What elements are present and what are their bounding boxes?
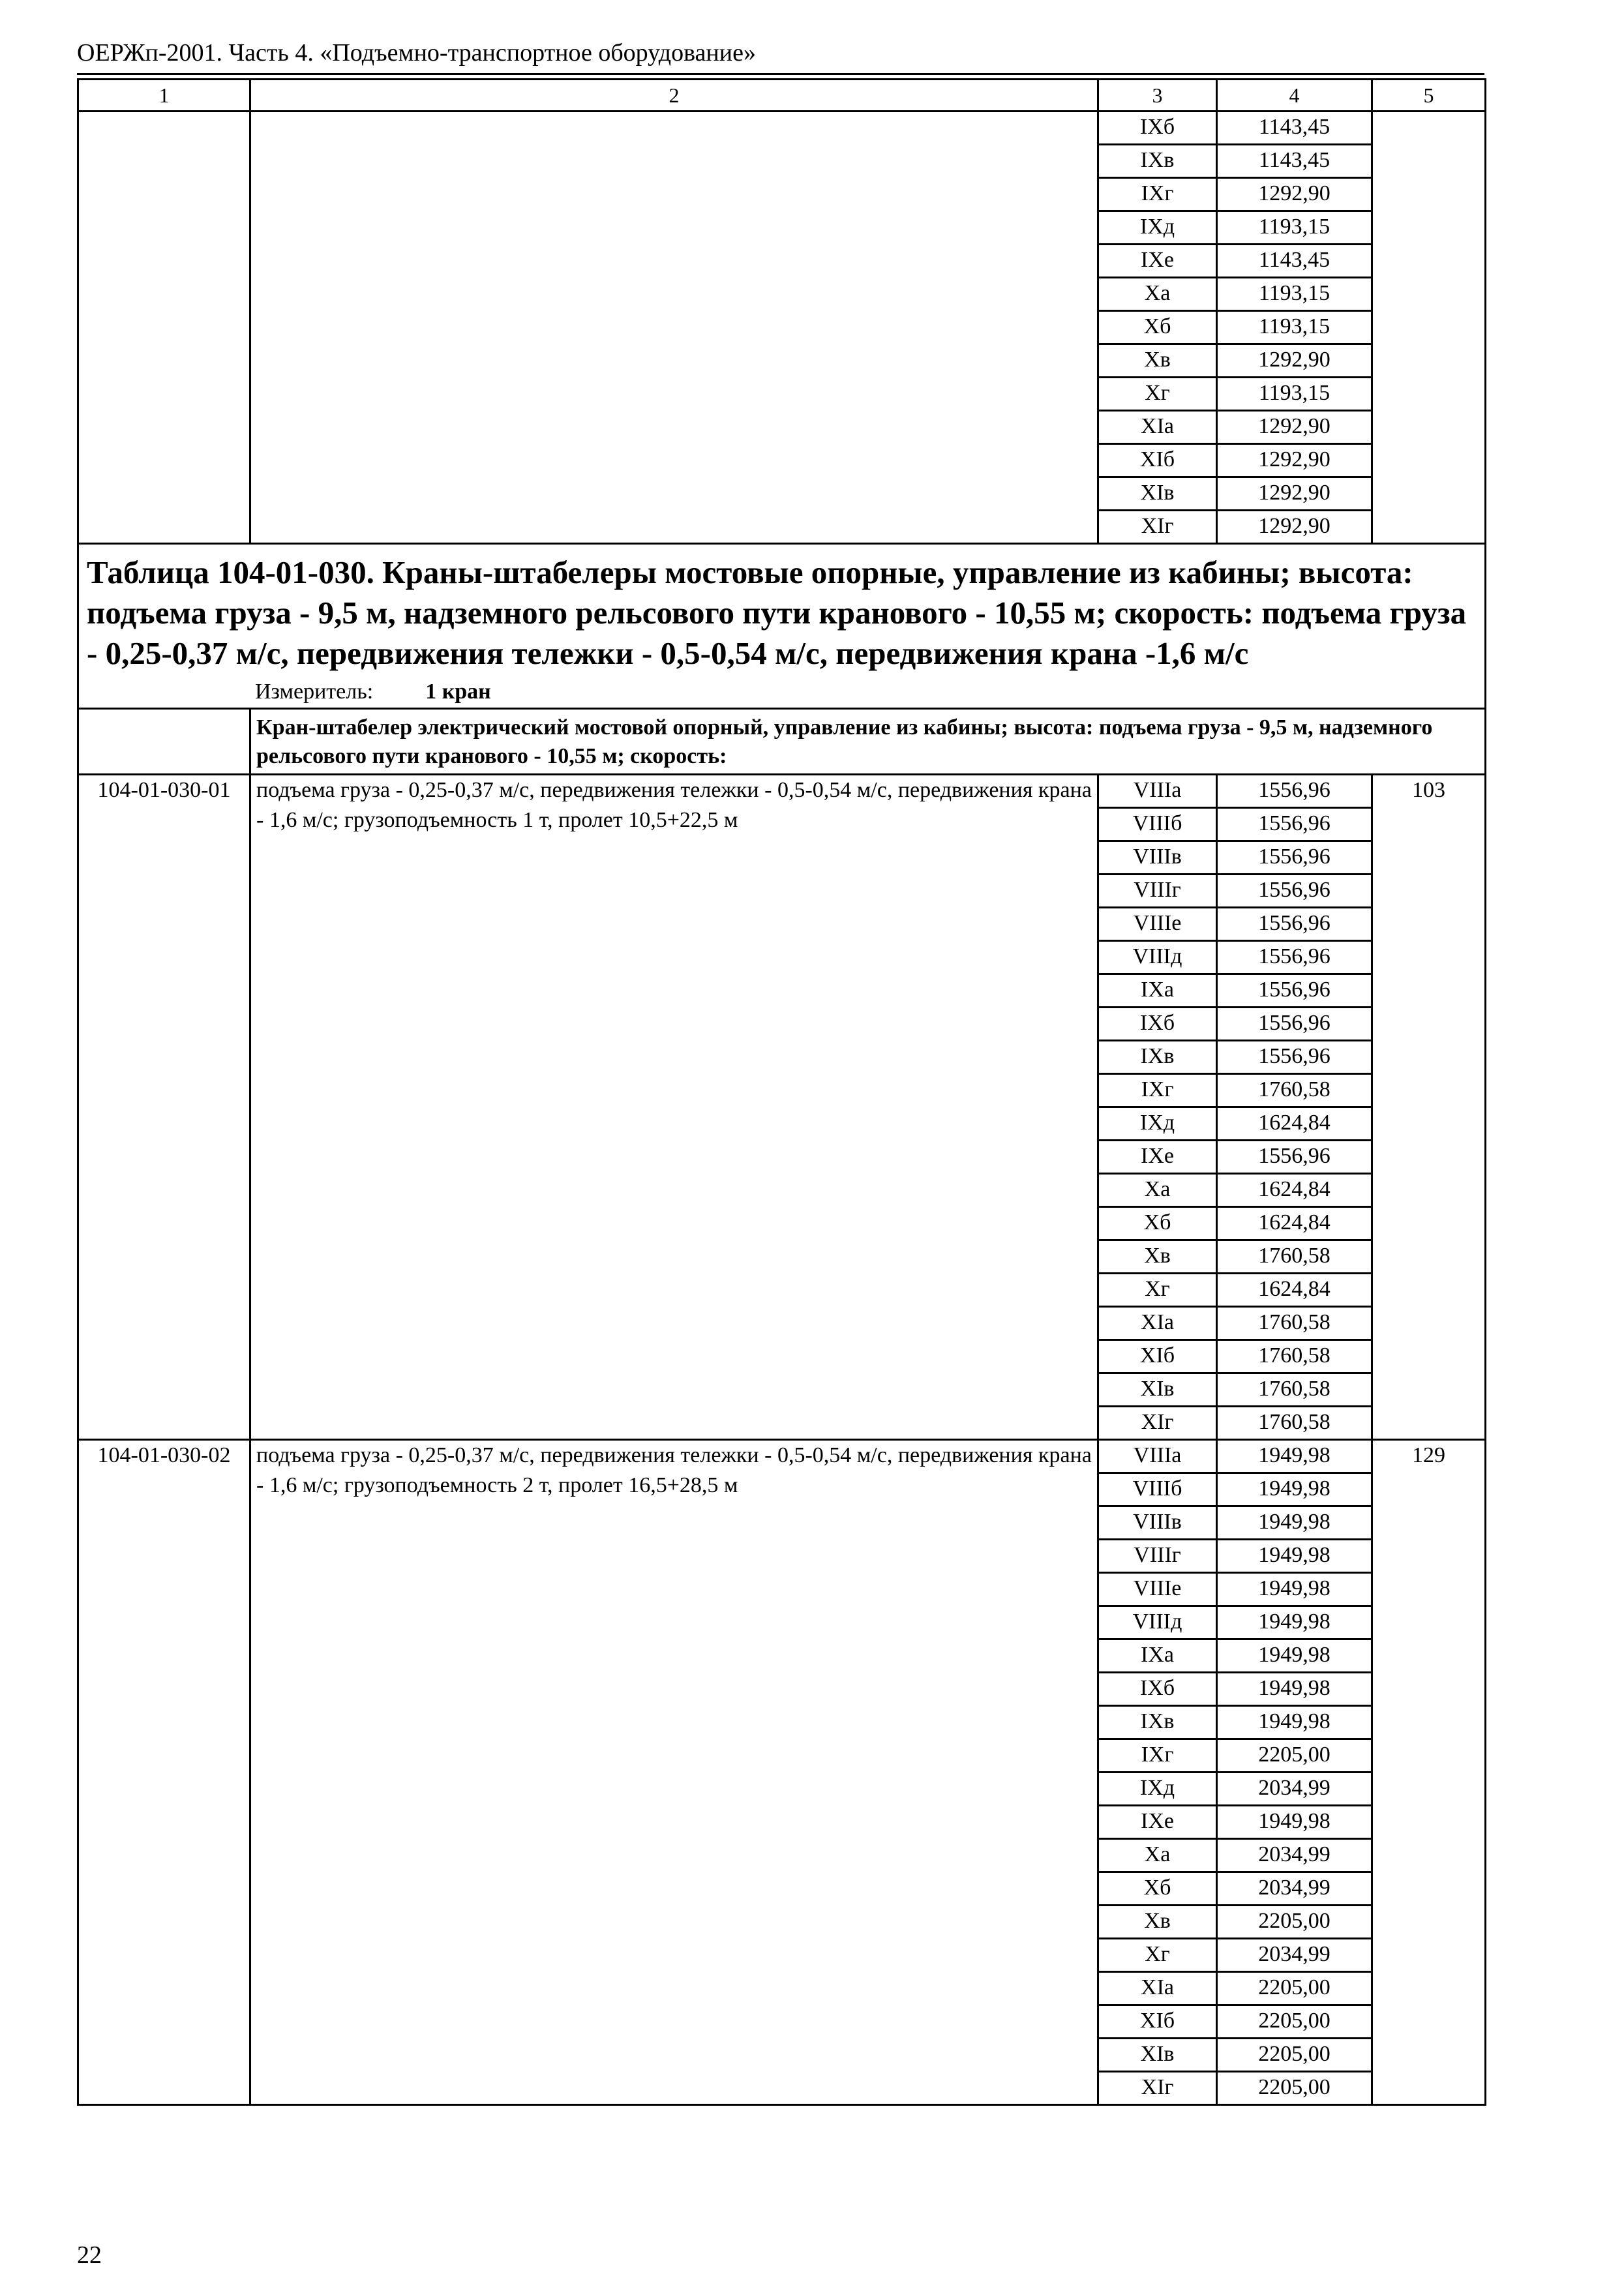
price-cell: 1624,84 — [1217, 1274, 1372, 1307]
price-cell: 1143,45 — [1217, 145, 1372, 178]
zone-cell: XIа — [1098, 411, 1217, 444]
description-cell — [250, 112, 1098, 544]
code-cell — [78, 112, 250, 544]
zone-cell: VIIIд — [1098, 941, 1217, 974]
zone-cell: IXб — [1098, 1673, 1217, 1706]
price-cell: 2205,00 — [1217, 2039, 1372, 2072]
price-cell: 1949,98 — [1217, 1440, 1372, 1473]
zone-cell: VIIIв — [1098, 1506, 1217, 1540]
item-labor: 103 — [1372, 775, 1486, 1440]
zone-cell: Xг — [1098, 378, 1217, 411]
zone-cell: IXе — [1098, 245, 1217, 278]
price-cell: 1949,98 — [1217, 1706, 1372, 1739]
price-table — [77, 78, 1486, 2106]
zone-cell: VIIIа — [1098, 1440, 1217, 1473]
zone-cell: XIб — [1098, 2005, 1217, 2039]
price-cell: 1292,90 — [1217, 511, 1372, 544]
price-cell: 1624,84 — [1217, 1207, 1372, 1240]
column-number-row — [78, 80, 1486, 112]
zone-cell: Xг — [1098, 1939, 1217, 1972]
zone-cell: IXе — [1098, 1806, 1217, 1839]
price-cell: 1949,98 — [1217, 1473, 1372, 1506]
price-cell: 2205,00 — [1217, 2005, 1372, 2039]
price-cell: 1556,96 — [1217, 1141, 1372, 1174]
price-cell: 2034,99 — [1217, 1872, 1372, 1906]
zone-cell: Xв — [1098, 344, 1217, 378]
zone-cell: Xб — [1098, 1207, 1217, 1240]
zone-cell: IXд — [1098, 211, 1217, 245]
zone-cell: IXд — [1098, 1107, 1217, 1141]
table-row — [78, 112, 1486, 145]
zone-cell: XIг — [1098, 2072, 1217, 2105]
zone-cell: IXв — [1098, 1041, 1217, 1074]
zone-cell: IXб — [1098, 1008, 1217, 1041]
table-title-row — [78, 544, 1486, 680]
labor-cell — [1372, 112, 1486, 544]
zone-cell: IXв — [1098, 1706, 1217, 1739]
zone-cell: Xв — [1098, 1906, 1217, 1939]
column-number: 4 — [1217, 80, 1372, 112]
price-cell: 1760,58 — [1217, 1240, 1372, 1274]
price-cell: 1556,96 — [1217, 1008, 1372, 1041]
price-cell: 1949,98 — [1217, 1573, 1372, 1606]
price-cell: 2205,00 — [1217, 1906, 1372, 1939]
zone-cell: XIб — [1098, 1340, 1217, 1373]
zone-cell: IXа — [1098, 1639, 1217, 1673]
empty-cell — [78, 709, 250, 775]
price-cell: 2205,00 — [1217, 1972, 1372, 2005]
price-cell: 1949,98 — [1217, 1540, 1372, 1573]
item-code: 104-01-030-02 — [78, 1440, 250, 2105]
measure-label: Измеритель: — [255, 680, 374, 704]
price-cell: 1292,90 — [1217, 178, 1372, 211]
price-cell: 1193,15 — [1217, 278, 1372, 311]
zone-cell: IXг — [1098, 178, 1217, 211]
measure-unit: 1 кран — [425, 680, 491, 704]
price-cell: 2205,00 — [1217, 2072, 1372, 2105]
table-row — [78, 775, 1486, 808]
price-cell: 1193,15 — [1217, 378, 1372, 411]
zone-cell: Xа — [1098, 278, 1217, 311]
zone-cell: VIIIб — [1098, 808, 1217, 841]
price-cell: 2034,99 — [1217, 1773, 1372, 1806]
price-cell: 1556,96 — [1217, 974, 1372, 1008]
zone-cell: IXд — [1098, 1773, 1217, 1806]
item-labor: 129 — [1372, 1440, 1486, 2105]
zone-cell: VIIIб — [1098, 1473, 1217, 1506]
zone-cell: XIв — [1098, 1373, 1217, 1407]
column-number: 5 — [1372, 80, 1486, 112]
zone-cell: XIб — [1098, 444, 1217, 477]
price-cell: 1760,58 — [1217, 1373, 1372, 1407]
zone-cell: IXг — [1098, 1739, 1217, 1773]
zone-cell: Xб — [1098, 1872, 1217, 1906]
zone-cell: IXг — [1098, 1074, 1217, 1107]
zone-cell: XIв — [1098, 2039, 1217, 2072]
price-cell: 1292,90 — [1217, 344, 1372, 378]
price-cell: 1949,98 — [1217, 1639, 1372, 1673]
price-cell: 2034,99 — [1217, 1939, 1372, 1972]
zone-cell: VIIIд — [1098, 1606, 1217, 1639]
zone-cell: XIг — [1098, 511, 1217, 544]
price-cell: 1556,96 — [1217, 941, 1372, 974]
header-rule — [77, 73, 1484, 75]
zone-cell: VIIIг — [1098, 875, 1217, 908]
price-cell: 1556,96 — [1217, 775, 1372, 808]
zone-cell: XIа — [1098, 1307, 1217, 1340]
item-description: подъема груза - 0,25-0,37 м/с, передвижения тележки - 0,5-0,54 м/с, передвижения крана - 1,6 м/с; грузоподъемность 2 т, пролет 16,5+28,5 м — [250, 1440, 1098, 2105]
zone-cell: Xб — [1098, 311, 1217, 344]
price-cell: 1760,58 — [1217, 1307, 1372, 1340]
group-description-row — [78, 709, 1486, 775]
zone-cell: Xа — [1098, 1174, 1217, 1207]
item-code: 104-01-030-01 — [78, 775, 250, 1440]
price-cell: 1556,96 — [1217, 808, 1372, 841]
group-description: Кран-штабелер электрический мостовой опорный, управление из кабины; высота: подъема груза - 9,5 м, надземного рельсового пути кранового - 10,55 м; скорость: — [250, 709, 1486, 775]
zone-cell: Xа — [1098, 1839, 1217, 1872]
zone-cell: Xг — [1098, 1274, 1217, 1307]
price-cell: 1624,84 — [1217, 1174, 1372, 1207]
zone-cell: VIIIа — [1098, 775, 1217, 808]
zone-cell: VIIIе — [1098, 908, 1217, 941]
price-cell: 1760,58 — [1217, 1074, 1372, 1107]
measure-cell — [78, 679, 1486, 709]
zone-cell: IXа — [1098, 974, 1217, 1008]
price-cell: 1143,45 — [1217, 245, 1372, 278]
zone-cell: XIг — [1098, 1407, 1217, 1440]
price-cell: 1556,96 — [1217, 841, 1372, 875]
zone-cell: VIIIе — [1098, 1573, 1217, 1606]
zone-cell: Xв — [1098, 1240, 1217, 1274]
price-cell: 1556,96 — [1217, 875, 1372, 908]
page-number: 22 — [77, 2241, 102, 2269]
price-cell: 1292,90 — [1217, 477, 1372, 511]
zone-cell: IXб — [1098, 112, 1217, 145]
zone-cell: VIIIг — [1098, 1540, 1217, 1573]
zone-cell: VIIIв — [1098, 841, 1217, 875]
column-number: 3 — [1098, 80, 1217, 112]
price-cell: 1760,58 — [1217, 1407, 1372, 1440]
price-cell: 1556,96 — [1217, 1041, 1372, 1074]
price-cell: 1292,90 — [1217, 444, 1372, 477]
table-row — [78, 1440, 1486, 1473]
price-table-body — [78, 80, 1486, 2105]
price-cell: 1193,15 — [1217, 311, 1372, 344]
price-cell: 1292,90 — [1217, 411, 1372, 444]
price-cell: 1624,84 — [1217, 1107, 1372, 1141]
column-number: 1 — [78, 80, 250, 112]
zone-cell: IXв — [1098, 145, 1217, 178]
price-cell: 1760,58 — [1217, 1340, 1372, 1373]
table-title: Таблица 104-01-030. Краны-штабелеры мостовые опорные, управление из кабины; высота: подъема груза - 9,5 м, надземного рельсового пути кранового - 10,55 м; скорость: подъема груза - 0,25-0,37 м/с, передвижения тележки - 0,5-0,54 м/с, передвижения крана -1,6 м/с — [87, 554, 1467, 671]
price-cell: 1193,15 — [1217, 211, 1372, 245]
zone-cell: IXе — [1098, 1141, 1217, 1174]
price-cell: 1949,98 — [1217, 1673, 1372, 1706]
price-cell: 1949,98 — [1217, 1506, 1372, 1540]
price-cell: 1556,96 — [1217, 908, 1372, 941]
measure — [255, 679, 1484, 705]
price-cell: 2034,99 — [1217, 1839, 1372, 1872]
table-title-cell — [78, 544, 1486, 680]
column-number: 2 — [250, 80, 1098, 112]
price-cell: 2205,00 — [1217, 1739, 1372, 1773]
price-cell: 1143,45 — [1217, 112, 1372, 145]
item-description: подъема груза - 0,25-0,37 м/с, передвижения тележки - 0,5-0,54 м/с, передвижения крана - 1,6 м/с; грузоподъемность 1 т, пролет 10,5+22,5 м — [250, 775, 1098, 1440]
price-cell: 1949,98 — [1217, 1606, 1372, 1639]
zone-cell: XIа — [1098, 1972, 1217, 2005]
page-header: ОЕРЖп-2001. Часть 4. «Подъемно-транспортное оборудование» — [77, 39, 756, 67]
zone-cell: XIв — [1098, 477, 1217, 511]
price-cell: 1949,98 — [1217, 1806, 1372, 1839]
measure-row — [78, 679, 1486, 709]
